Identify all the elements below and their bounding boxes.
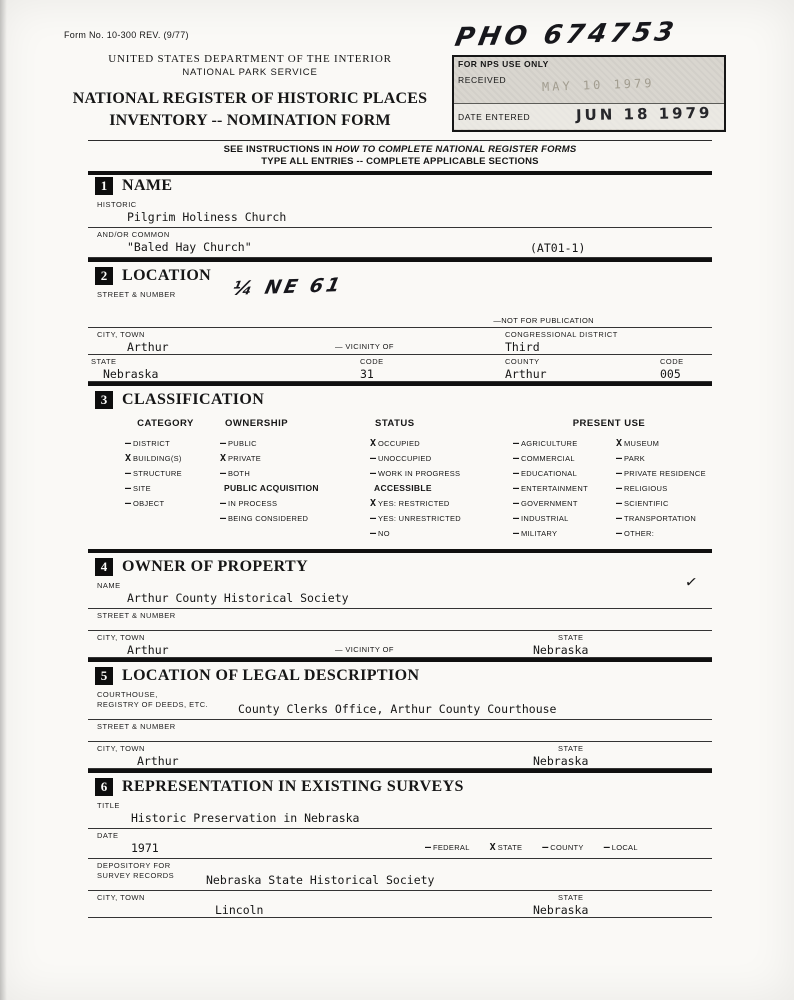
legal-city-field	[88, 742, 712, 769]
state-col	[91, 357, 158, 382]
section-3-title: CLASSIFICATION	[122, 391, 265, 408]
section-4-number: 4	[95, 558, 113, 576]
checkbox-both	[213, 466, 363, 481]
owner-name-label: NAME	[97, 581, 121, 590]
checkbox-label: OTHER:	[624, 529, 655, 538]
checkbox-private	[213, 451, 363, 466]
survey-state-col	[533, 893, 588, 918]
checkbox-mark: —	[219, 468, 226, 479]
owner-vicinity-label: — VICINITY OF	[335, 645, 394, 654]
historic-name-field	[88, 198, 712, 228]
owner-state-value: Nebraska	[533, 643, 589, 657]
checkbox-mark: —	[124, 468, 131, 479]
survey-title-field	[88, 799, 712, 829]
checkbox-label: NO	[378, 529, 390, 538]
checkbox-mark: —	[512, 483, 519, 494]
owner-street-label: STREET & NUMBER	[97, 611, 176, 620]
status-header: STATUS	[375, 418, 415, 429]
survey-date-label: DATE	[97, 831, 119, 840]
checkbox-label: INDUSTRIAL	[521, 514, 569, 523]
not-for-publication-label: —NOT FOR PUBLICATION	[493, 316, 594, 325]
checkbox-mark: —	[512, 453, 519, 464]
checkbox-label: RELIGIOUS	[624, 484, 668, 493]
checkbox-mark: —	[424, 842, 431, 853]
accessible-header: ACCESSIBLE	[374, 483, 432, 493]
section-legal-description	[88, 662, 712, 773]
checkbox-label: PARK	[624, 454, 646, 463]
checkbox-structure	[118, 466, 213, 481]
level-federal	[418, 842, 470, 853]
owner-name-field	[88, 572, 712, 609]
section-name	[88, 172, 712, 262]
checkbox-being-considered	[213, 511, 363, 526]
section-2-header	[88, 262, 712, 288]
level-local	[597, 842, 638, 853]
owner-state-col	[533, 633, 588, 658]
handwritten-id: PHO 674753	[452, 17, 680, 53]
congressional-district-col	[505, 330, 618, 355]
checkbox-mark: —	[124, 498, 131, 509]
checkbox-mark: —	[124, 483, 131, 494]
checkbox-label: BUILDING(S)	[133, 454, 182, 463]
checkbox-label: EDUCATIONAL	[521, 469, 578, 478]
section-6-header	[88, 773, 712, 799]
status-column	[363, 418, 506, 541]
common-value: "Baled Hay Church"	[127, 240, 252, 254]
section-surveys	[88, 773, 712, 918]
present-use-column	[506, 418, 712, 541]
checkbox-label: LOCAL	[611, 843, 638, 852]
checkbox-scientific	[609, 496, 712, 511]
legal-street-field	[88, 720, 712, 742]
survey-city-field	[88, 891, 712, 918]
checkbox-mark: —	[219, 513, 226, 524]
survey-date-field	[88, 829, 712, 859]
survey-city-value: Lincoln	[215, 903, 264, 917]
instructions-line1	[88, 144, 712, 156]
nps-use-only-box	[452, 55, 726, 132]
section-3-header	[88, 386, 712, 412]
instructions-line1-manual-title: HOW TO COMPLETE NATIONAL REGISTER FORMS	[335, 144, 577, 155]
common-name-field	[88, 228, 712, 258]
checkbox-label: OCCUPIED	[378, 439, 420, 448]
survey-title-value: Historic Preservation in Nebraska	[131, 811, 360, 825]
courthouse-label-line2: REGISTRY OF DEEDS, ETC.	[97, 700, 209, 709]
present-use-header: PRESENT USE	[572, 418, 646, 429]
survey-levels	[418, 842, 651, 853]
survey-state-value: Nebraska	[533, 903, 589, 917]
section-6-number: 6	[95, 778, 113, 796]
checkbox-mark: —	[369, 513, 376, 524]
checkbox-entertainment	[506, 481, 609, 496]
checkbox-unoccupied	[363, 451, 506, 466]
checkbox-buildings	[118, 451, 213, 466]
city-town-label: CITY, TOWN	[97, 330, 145, 339]
checkbox-label: YES: UNRESTRICTED	[378, 514, 462, 523]
checkbox-site	[118, 481, 213, 496]
legal-street-label: STREET & NUMBER	[97, 722, 176, 731]
checkbox-mark: X	[124, 453, 131, 464]
owner-city-label: CITY, TOWN	[97, 633, 145, 642]
checkbox-mark: —	[369, 528, 376, 539]
section-2-title: LOCATION	[122, 267, 212, 284]
category-column	[118, 418, 213, 541]
checkbox-label: STRUCTURE	[133, 469, 182, 478]
section-2-number: 2	[95, 267, 113, 285]
date-entered-label: DATE ENTERED	[458, 112, 531, 122]
checkbox-label: TRANSPORTATION	[624, 514, 697, 523]
checkbox-label: COUNTY	[550, 843, 584, 852]
depository-value: Nebraska State Historical Society	[206, 873, 435, 887]
category-header: CATEGORY	[137, 418, 194, 429]
checkbox-mark: —	[615, 498, 622, 509]
county-col	[505, 357, 547, 382]
section-6-title: REPRESENTATION IN EXISTING SURVEYS	[122, 778, 464, 795]
checkbox-mark: —	[369, 453, 376, 464]
checkbox-label: PRIVATE	[228, 454, 262, 463]
county-code-label: CODE	[660, 357, 684, 366]
checkbox-label: YES: RESTRICTED	[378, 499, 450, 508]
owner-city-value: Arthur	[127, 643, 169, 657]
checkmark-icon: ✓	[684, 572, 700, 592]
checkbox-label: IN PROCESS	[228, 499, 278, 508]
survey-title-label: TITLE	[97, 801, 120, 810]
depository-label-line1: DEPOSITORY FOR	[97, 861, 171, 870]
instructions-line2: TYPE ALL ENTRIES -- COMPLETE APPLICABLE SECTIONS	[261, 156, 539, 167]
checkbox-mark: —	[124, 438, 131, 449]
received-date-stamp: MAY 10 1979	[541, 76, 655, 94]
legal-state-col	[533, 744, 588, 769]
common-label: AND/OR COMMON	[97, 230, 170, 239]
owner-state-label: STATE	[558, 633, 584, 642]
county-label: COUNTY	[505, 357, 540, 366]
courthouse-label-line1: COURTHOUSE,	[97, 690, 158, 699]
checkbox-label: WORK IN PROGRESS	[378, 469, 461, 478]
checkbox-label: SITE	[133, 484, 151, 493]
ownership-header: OWNERSHIP	[225, 418, 289, 429]
date-entered-row	[454, 104, 724, 129]
state-label: STATE	[91, 357, 117, 366]
checkbox-commercial	[506, 451, 609, 466]
checkbox-industrial	[506, 511, 609, 526]
section-4-title: OWNER OF PROPERTY	[122, 558, 309, 575]
received-row	[454, 70, 724, 104]
checkbox-no	[363, 526, 506, 541]
checkbox-label: STATE	[497, 843, 523, 852]
state-code-label: CODE	[360, 357, 384, 366]
congressional-district-label: CONGRESSIONAL DISTRICT	[505, 330, 618, 339]
survey-state-label: STATE	[558, 893, 584, 902]
state-value: Nebraska	[103, 367, 159, 381]
checkbox-label: ENTERTAINMENT	[521, 484, 588, 493]
date-entered-stamp: JUN 18 1979	[575, 103, 713, 125]
checkbox-mark: —	[615, 468, 622, 479]
checkbox-museum	[609, 436, 712, 451]
form-title-line1: NATIONAL REGISTER OF HISTORIC PLACES	[72, 90, 428, 107]
checkbox-object	[118, 496, 213, 511]
checkbox-label: COMMERCIAL	[521, 454, 575, 463]
checkbox-mark: —	[603, 842, 610, 853]
street-number-handwritten: ¼ NE 61	[230, 274, 346, 300]
checkbox-mark: —	[512, 438, 519, 449]
department-name: UNITED STATES DEPARTMENT OF THE INTERIOR	[108, 53, 392, 65]
checkbox-transportation	[609, 511, 712, 526]
state-code-value: 31	[360, 367, 374, 381]
checkbox-label: SCIENTIFIC	[624, 499, 669, 508]
checkbox-private-residence	[609, 466, 712, 481]
checkbox-label: MILITARY	[521, 529, 558, 538]
legal-city-label: CITY, TOWN	[97, 744, 145, 753]
checkbox-mark: —	[512, 468, 519, 479]
checkbox-mark: X	[615, 438, 622, 449]
county-code-col	[660, 357, 684, 382]
city-town-field	[88, 328, 712, 355]
county-code-value: 005	[660, 367, 681, 381]
courthouse-value: County Clerks Office, Arthur County Courthouse	[238, 702, 557, 716]
checkbox-mark: —	[369, 468, 376, 479]
checkbox-public	[213, 436, 363, 451]
checkbox-mark: X	[369, 438, 376, 449]
checkbox-district	[118, 436, 213, 451]
form-title-line2: INVENTORY -- NOMINATION FORM	[109, 111, 391, 129]
vicinity-of-label: — VICINITY OF	[335, 342, 394, 351]
owner-street-field	[88, 609, 712, 631]
section-4-header	[88, 553, 712, 579]
state-code-col	[360, 357, 384, 382]
section-1-number: 1	[95, 177, 113, 195]
section-classification	[88, 386, 712, 553]
checkbox-park	[609, 451, 712, 466]
checkbox-label: MUSEUM	[624, 439, 660, 448]
depository-label-line2: SURVEY RECORDS	[97, 871, 175, 880]
section-3-number: 3	[95, 391, 113, 409]
checkbox-mark: X	[369, 498, 376, 509]
city-town-value: Arthur	[127, 340, 169, 354]
checkbox-label: FEDERAL	[433, 843, 470, 852]
checkbox-occupied	[363, 436, 506, 451]
survey-code: (AT01-1)	[530, 241, 586, 255]
legal-city-value: Arthur	[137, 754, 179, 768]
checkbox-mark: —	[615, 528, 622, 539]
checkbox-mark: X	[489, 842, 496, 853]
service-name: NATIONAL PARK SERVICE	[182, 67, 318, 78]
instructions-banner	[88, 140, 712, 175]
level-county	[535, 842, 583, 853]
congressional-district-value: Third	[505, 340, 540, 354]
section-owner	[88, 553, 712, 662]
present-use-col2	[609, 436, 712, 541]
state-county-row	[88, 355, 712, 382]
checkbox-label: OBJECT	[133, 499, 165, 508]
classification-grid	[88, 412, 712, 549]
section-5-title: LOCATION OF LEGAL DESCRIPTION	[122, 667, 420, 684]
legal-state-label: STATE	[558, 744, 584, 753]
checkbox-mark: —	[219, 438, 226, 449]
checkbox-label: BEING CONSIDERED	[228, 514, 309, 523]
received-label: RECEIVED	[458, 75, 507, 85]
checkbox-label: DISTRICT	[133, 439, 170, 448]
checkbox-government	[506, 496, 609, 511]
present-use-col1	[506, 436, 609, 541]
owner-city-field	[88, 631, 712, 658]
checkbox-label: PRIVATE RESIDENCE	[624, 469, 706, 478]
checkbox-mark: —	[542, 842, 549, 853]
section-5-header	[88, 662, 712, 688]
form-sections	[88, 172, 712, 918]
checkbox-mark: —	[615, 453, 622, 464]
depository-field	[88, 859, 712, 891]
section-5-number: 5	[95, 667, 113, 685]
section-1-title: NAME	[122, 177, 173, 194]
public-acquisition-header: PUBLIC ACQUISITION	[224, 483, 319, 493]
checkbox-mark: —	[615, 513, 622, 524]
checkbox-mark: —	[615, 483, 622, 494]
checkbox-educational	[506, 466, 609, 481]
checkbox-agriculture	[506, 436, 609, 451]
checkbox-label: BOTH	[228, 469, 251, 478]
checkbox-label: AGRICULTURE	[521, 439, 578, 448]
checkbox-mark: X	[219, 453, 226, 464]
checkbox-label: PUBLIC	[228, 439, 257, 448]
checkbox-mark: —	[219, 498, 226, 509]
owner-name-value: Arthur County Historical Society	[127, 591, 349, 605]
courthouse-field	[88, 688, 712, 720]
ownership-column	[213, 418, 363, 541]
street-number-label: STREET & NUMBER	[97, 290, 176, 299]
checkbox-mark: —	[512, 498, 519, 509]
checkbox-label: GOVERNMENT	[521, 499, 578, 508]
historic-value: Pilgrim Holiness Church	[127, 210, 287, 224]
checkbox-mark: —	[512, 528, 519, 539]
checkbox-mark: —	[512, 513, 519, 524]
form-title	[48, 88, 452, 131]
form-number: Form No. 10-300 REV. (9/77)	[64, 30, 189, 40]
survey-city-label: CITY, TOWN	[97, 893, 145, 902]
checkbox-in-process	[213, 496, 363, 511]
checkbox-yes-unrestricted	[363, 511, 506, 526]
present-use-subcolumns	[506, 436, 712, 541]
level-state	[483, 842, 523, 853]
instructions-line1-prefix: SEE INSTRUCTIONS IN	[223, 144, 336, 155]
historic-label: HISTORIC	[97, 200, 137, 209]
checkbox-other	[609, 526, 712, 541]
checkbox-religious	[609, 481, 712, 496]
checkbox-work-in-progress	[363, 466, 506, 481]
legal-state-value: Nebraska	[533, 754, 589, 768]
checkbox-yes-restricted	[363, 496, 506, 511]
county-value: Arthur	[505, 367, 547, 381]
survey-date-value: 1971	[131, 841, 159, 855]
checkbox-military	[506, 526, 609, 541]
nps-box-title: FOR NPS USE ONLY	[458, 59, 549, 69]
checkbox-label: UNOCCUPIED	[378, 454, 432, 463]
section-1-header	[88, 172, 712, 198]
section-location	[88, 262, 712, 386]
